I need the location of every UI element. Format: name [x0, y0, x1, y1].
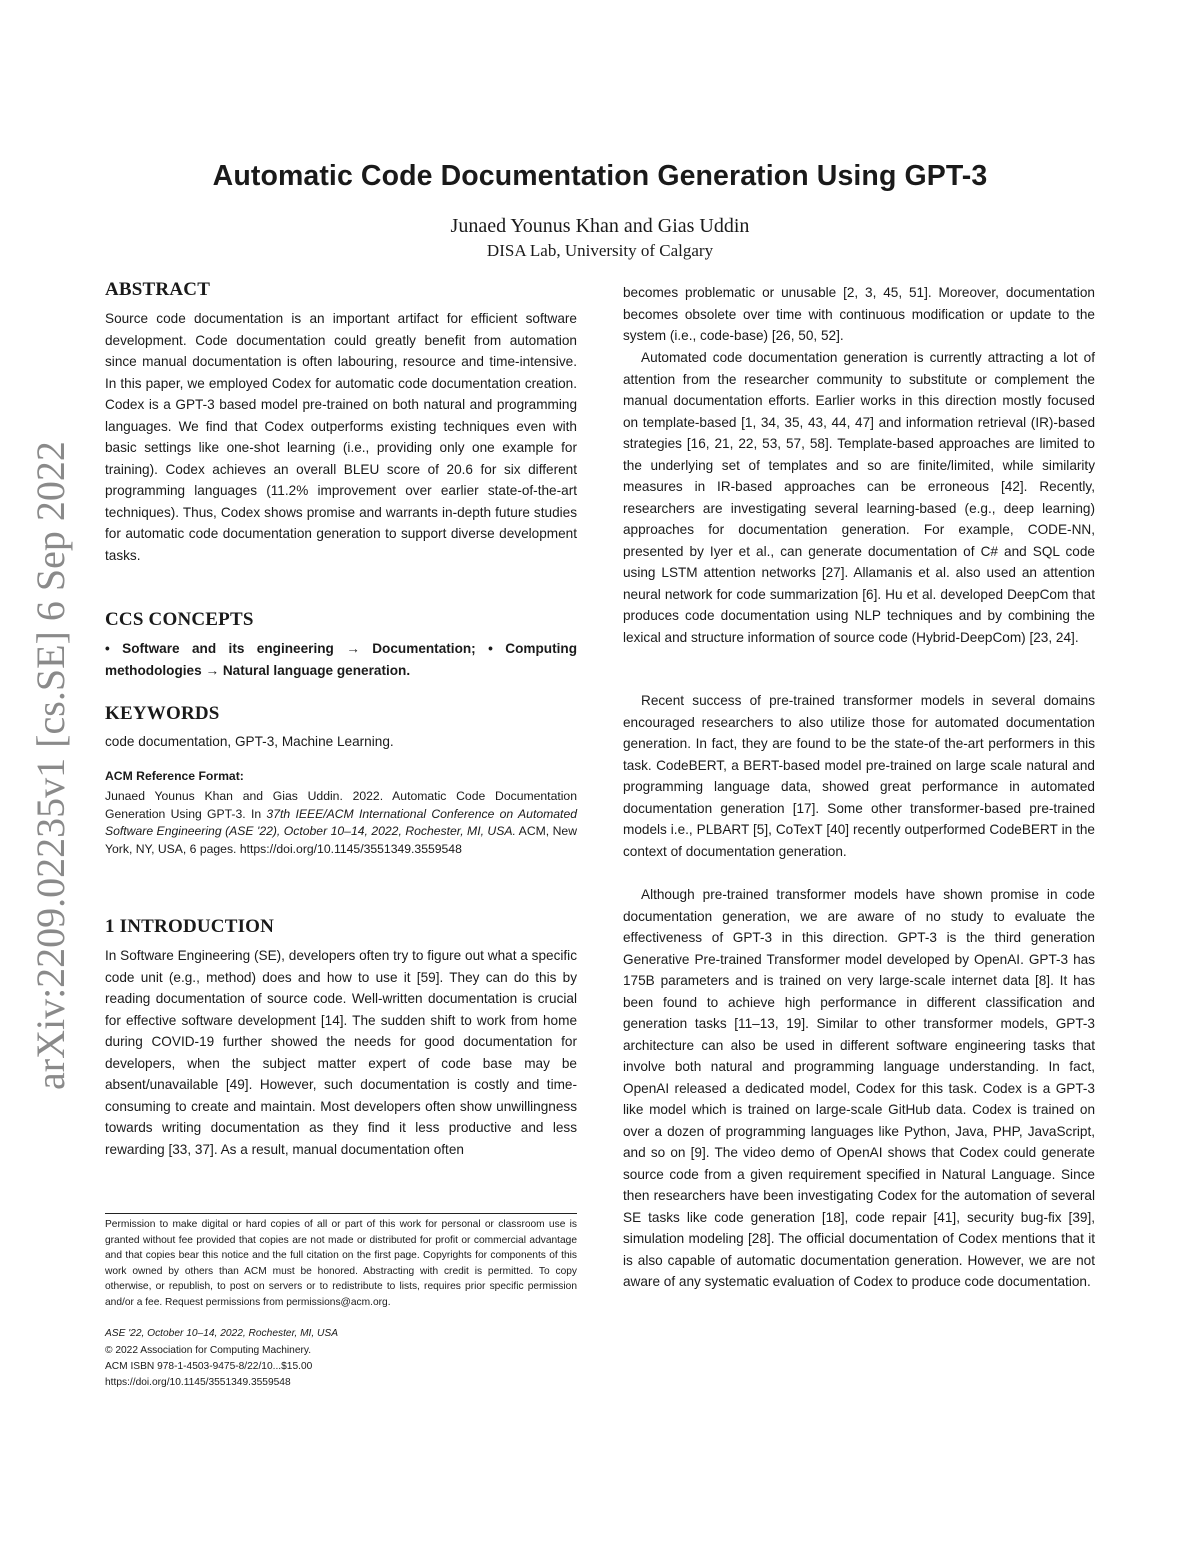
paper-affiliation: DISA Lab, University of Calgary: [486, 241, 714, 260]
footnote-rule: [105, 1213, 577, 1214]
paper-title: Automatic Code Documentation Generation Using GPT-3: [212, 160, 988, 192]
intro-heading: 1 INTRODUCTION: [105, 916, 275, 937]
abstract-text: Source code documentation is an important artifact for efficient software development. Code documentation could greatly benefit from automation since manual documentation is often labouring, resource and time-intensive. In this paper, we employed Codex for automatic code documentation creation. Codex is a GPT-3 based model pre-trained on both natural and programming languages. We find that Codex outperforms existing techniques even with basic settings like one-shot learning (i.e., providing only one example for training). Codex achieves an overall BLEU score of 20.6 for six different programming languages (11.2% improvement over earlier state-of-the-art techniques). Thus, Codex shows promise and warrants in-depth future studies for automatic code documentation generation to support diverse development tasks.: [105, 311, 577, 563]
arxiv-stamp: arXiv:2209.02235v1 [cs.SE] 6 Sep 2022: [28, 441, 73, 1090]
acm-ref-heading: ACM Reference Format:: [105, 769, 244, 783]
keywords-heading: KEYWORDS: [105, 703, 220, 724]
keywords-text: code documentation, GPT-3, Machine Learning.: [105, 734, 394, 749]
permission-notice: Permission to make digital or hard copies of all or part of this work for personal or classroom use is granted without fee provided that copies are not made or distributed for profit or commercial advantage and that copies bear this notice and the full citation on the first page. Copyrights for components of this work owned by others than ACM must be honored. Abstracting with credit is permitted. To copy otherwise, or republish, to post on servers or to redistribute to lists, requires prior specific permission and/or a fee. Request permissions from permissions@acm.org.: [105, 1219, 577, 1308]
copyright-line: © 2022 Association for Computing Machinery.: [105, 1345, 312, 1356]
acm-ref-publisher[interactable]: ACM, New York, NY, USA, 6 pages. https://doi.org/10.1145/3551349.3559548: [105, 824, 578, 856]
ccs-text: • Software and its engineering → Documentation; • Computing methodologies → Natural language generation.: [105, 641, 577, 678]
ccs-heading: CCS CONCEPTS: [105, 609, 254, 630]
right-paragraph-2: Automated code documentation generation is currently attracting a lot of attention from the researcher community to substitute or complement the manual documentation efforts. Earlier works in this direction mostly focused on template-based [1, 34, 35, 43, 44, 47] and information retrieval (IR)-based strategies [16, 21, 22, 53, 57, 58]. Template-based approaches are limited to the underlying set of templates and so are finite/limited, while similarity measures in IR-based approaches can be erroneous [42]. Recently, researchers are investigating several learning-based (e.g., deep learning) approaches for documentation generation. For example, CODE-NN, presented by Iyer et al., can generate documentation of C# and SQL code using LSTM attention networks [27]. Allamanis et al. also used an attention neural network for code summarization [6]. Hu et al. developed DeepCom that produces code documentation using NLP techniques and by combining the lexical and structure information of source code (Hybrid-DeepCom) [23, 24].: [623, 350, 1095, 645]
right-paragraph-4: Although pre-trained transformer models have shown promise in code documentation generation, we are aware of no study to evaluate the effectiveness of GPT-3 in this direction. GPT-3 is the third generation Generative Pre-trained Transformer model developed by OpenAI. GPT-3 has 175B parameters and is trained on very large-scale internet data [8]. It has been found to achieve high performance in different classification and generation tasks [11–13, 19]. Similar to other transformer models, GPT-3 architecture can also be used in different software engineering tasks that involve both natural and programming language understanding. In fact, OpenAI released a dedicated model, Codex for this task. Codex is a GPT-3 like model which is trained on large-scale GitHub data. Codex is trained on over a dozen of programming languages like Python, Java, PHP, JavaScript, and so on [9]. The video demo of OpenAI shows that Codex could generate source code from a given requirement specified in Natural Language. Since then researchers have been investigating Codex for the automation of several SE tasks like code generation [18], code repair [41], security bug-fix [39], simulation modeling [28]. The official documentation of Codex mentions that it is also capable of automatic documentation generation. However, we are not aware of any systematic evaluation of Codex to produce code documentation.: [623, 887, 1095, 1289]
isbn-line: ACM ISBN 978-1-4503-9475-8/22/10...$15.00: [105, 1361, 313, 1372]
paper-authors: Junaed Younus Khan and Gias Uddin: [450, 215, 750, 237]
acm-ref-venue: 37th IEEE/ACM International Conference on Automated Software Engineering (ASE '22), October 10–14, 2022, Rochester, MI, USA.: [105, 806, 577, 838]
intro-paragraph-1: In Software Engineering (SE), developers often try to figure out what a specific code unit (e.g., method) does and how to use it [59]. They can do this by reading documentation of source code. Well-written documentation is crucial for effective software development [14]. The sudden shift to work from home during COVID-19 further showed the needs for good documentation for developers, when the subject matter expert of code base may be absent/unavailable [49]. However, such documentation is costly and time-consuming to create and maintain. Most developers often show unwillingness towards writing documentation as they find it less productive and less rewarding [33, 37]. As a result, manual documentation often: [105, 948, 577, 1157]
doi-link[interactable]: https://doi.org/10.1145/3551349.3559548: [105, 1377, 291, 1388]
right-paragraph-3: Recent success of pre-trained transformer models in several domains encouraged researchers to also utilize those for automated documentation generation. In fact, they are found to be the state-of the-art performers in this task. CodeBERT, a BERT-based model pre-trained on large scale natural and programming language data, showed great performance in automated documentation generation [17]. Some other transformer-based pre-trained models i.e., PLBART [5], CoTexT [40] recently outperformed CodeBERT in the context of documentation generation.: [623, 693, 1095, 859]
abstract-heading: ABSTRACT: [105, 279, 211, 300]
conference-venue: ASE '22, October 10–14, 2022, Rochester, MI, USA: [105, 1328, 338, 1339]
acm-ref-text: [105, 788, 577, 858]
acm-ref-authors: Junaed Younus Khan and Gias Uddin. 2022. Automatic Code Documentation Generation Using GPT-3. In: [105, 789, 577, 821]
right-paragraph-1: becomes problematic or unusable [2, 3, 45, 51]. Moreover, documentation becomes obsolete over time with continuous modification or update to the system (i.e., code-base) [26, 50, 52].: [623, 285, 1095, 343]
